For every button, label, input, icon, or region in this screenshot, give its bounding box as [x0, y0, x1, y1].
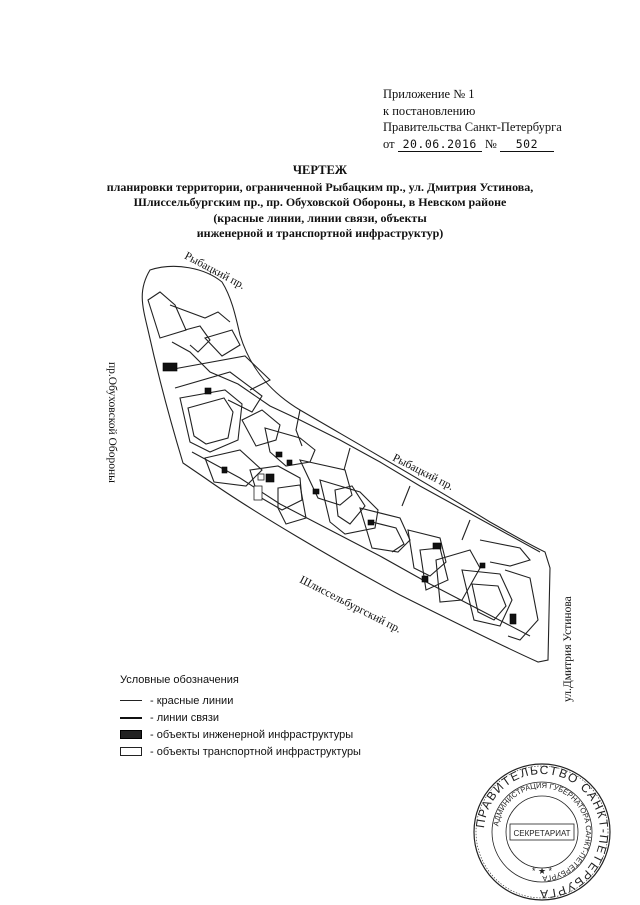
title-line: (красные линии, линии связи, объекты	[213, 210, 427, 225]
stamp-center-text: СЕКРЕТАРИАТ	[513, 829, 571, 838]
official-stamp	[472, 762, 612, 902]
top-wedge-line	[148, 292, 186, 338]
engineering-object	[205, 388, 211, 394]
legend-label: - красные линии	[150, 694, 234, 707]
legend	[120, 674, 361, 760]
engineering-object	[422, 576, 428, 582]
appendix-line: Приложение № 1	[383, 87, 475, 101]
document-number: 502	[500, 138, 554, 152]
title-line: планировки территории, ограниченной Рыбацким пр., ул. Дмитрия Устинова,	[106, 179, 534, 194]
legend-item	[120, 726, 361, 743]
engineering-object	[276, 452, 282, 457]
street-label-ustinova: ул.Дмитрия Устинова	[562, 596, 574, 702]
engineering-object	[510, 614, 516, 624]
engineering-object	[287, 460, 292, 465]
title-main: ЧЕРТЕЖ	[292, 163, 348, 177]
number-prefix: №	[484, 136, 497, 151]
transport-object	[254, 486, 262, 500]
appendix-line: Правительства Санкт-Петербурга	[383, 120, 562, 134]
transport-object	[258, 474, 264, 480]
legend-item	[120, 692, 361, 709]
engineering-objects	[163, 363, 516, 624]
stamp-inner-text: АДМИНИСТРАЦИЯ ГУБЕРНАТОРА САНКТ-ПЕТЕРБУРГА	[491, 780, 594, 884]
engineering-object	[313, 489, 319, 494]
legend-item	[120, 743, 361, 760]
engineering-object	[433, 543, 441, 549]
title-line: инженерной и транспортной инфраструктур)	[196, 226, 444, 240]
legend-item	[120, 709, 361, 726]
legend-label: - объекты инженерной инфраструктуры	[150, 728, 354, 741]
legend-label: - объекты транспортной инфраструктуры	[150, 745, 361, 758]
street-label-rybatsky-mid: Рыбацкий пр.	[390, 452, 456, 494]
stamp-outer-text: ПРАВИТЕЛЬСТВО САНКТ-ПЕТЕРБУРГА	[473, 762, 612, 902]
engineering-object	[163, 363, 177, 371]
street-label-rybatsky-top: Рыбацкий пр.	[182, 250, 247, 292]
engineering-object-symbol	[120, 730, 146, 740]
legend-title: Условные обозначения	[120, 674, 239, 686]
street-label-obukhovskoy: пр.Обуховской Обороны	[106, 362, 118, 483]
street-label-shlisselburgsky: Шлиссельбургский пр.	[297, 574, 403, 636]
engineering-object	[368, 520, 374, 525]
title-line: Шлиссельбургским пр., пр. Обуховской Обороны, в Невском районе	[133, 195, 507, 209]
stamp-star-icon: * ★ *	[531, 866, 553, 876]
date-prefix: от	[383, 136, 395, 151]
communication-line-symbol	[120, 713, 146, 723]
legend-label: - линии связи	[150, 711, 220, 724]
appendix-line: к постановлению	[383, 103, 476, 118]
engineering-object	[222, 467, 227, 473]
engineering-object	[266, 474, 274, 482]
document-date: 20.06.2016	[398, 138, 482, 152]
engineering-object	[480, 563, 485, 568]
red-line-symbol	[120, 696, 146, 706]
transport-object-symbol	[120, 747, 146, 757]
transport-objects	[254, 474, 264, 500]
